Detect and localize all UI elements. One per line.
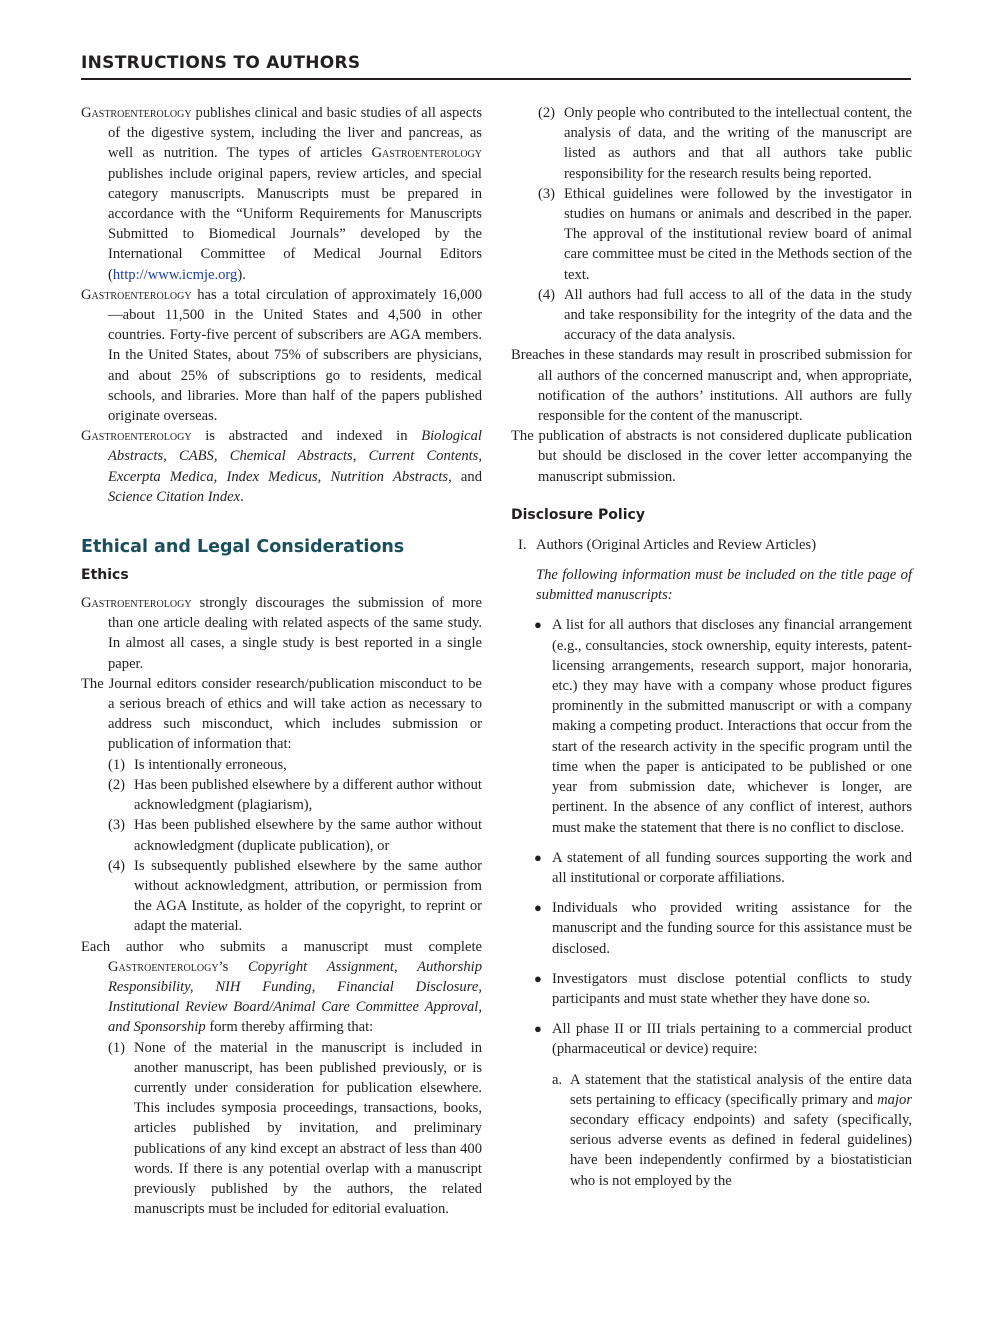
- list-item: (3) Ethical guidelines were followed by the investigator in studies on humans or animals and described in the paper. The approval of the institutional review board of animal care committee must be cited in the Methods section of the text.: [538, 185, 912, 283]
- journal-name: Gastroenterology: [81, 286, 192, 303]
- list-item: (3) Has been published elsewhere by the same author without acknowledgment (duplicate publication), or: [108, 817, 482, 854]
- journal-name: Gastroenterology: [81, 595, 192, 612]
- journal-name: Gastroenterology: [108, 958, 219, 975]
- bullet-icon: ●: [534, 900, 542, 916]
- subsection-heading-disclosure: Disclosure Policy: [511, 506, 645, 523]
- list-item: (2) Only people who contributed to the intellectual content, the analysis of data, and the writing of the manuscript are listed as authors and that all authors take public responsibility for the research results being reported.: [538, 105, 912, 182]
- bullet-item: ● A list for all authors that discloses any financial arrangement (e.g., consultancies, stock ownership, equity interests, patent-licensing arrangements, research support, major honoraria, etc.) they may have with a company whose product figures prominently in the submitted manuscript or with a company making a competing product. Interactions that occur from the start of the research activity in the specific program until the time when the paper is anticipated to be published or one year from submission date, whichever is longer, are pertinent. In the absence of any conflict of interest, authors must make the statement that there is no conflict to disclose.: [534, 617, 912, 836]
- page-header-title: INSTRUCTIONS TO AUTHORS: [81, 53, 361, 73]
- bullet-item: ● Investigators must disclose potential conflicts to study participants and must state whether they have done so.: [534, 970, 912, 1007]
- affirm-list: [511, 103, 912, 345]
- intro-paragraph-2: Gastroenterology has a total circulation of approximately 16,000—about 11,500 in the United States and 4,500 in other countries. Forty-five percent of subscribers are AGA members. In the United States, about 75% of subscribers are physicians, and about 25% of subscriptions go to residents, medical schools, and libraries. More than half of the papers published originate overseas.: [81, 286, 482, 425]
- journal-name: Gastroenterology: [81, 428, 192, 445]
- bullet-item: ● Individuals who provided writing assistance for the manuscript and the funding source for this assistance must be disclosed.: [534, 900, 912, 957]
- list-item: (1) None of the material in the manuscript is included in another manuscript, has been published previously, or is currently under consideration for publication elsewhere. This includes symposia proceedings, transactions, books, articles published by invitation, and preliminary publications of any kind except an abstract of less than 400 words. If there is any potential overlap with a manuscript previously published by the authors, the related manuscripts must be included for editorial evaluation.: [108, 1039, 482, 1218]
- intro-paragraph-3: Gastroenterology is abstracted and indexed in Biological Abstracts, CABS, Chemical Abstracts, Current Contents, Excerpta Medica, Index Medicus, Nutrition Abstracts, and Science Citation Index.: [81, 428, 482, 505]
- title-page-requirement-lead: The following information must be included on the title page of submitted manuscripts:: [536, 567, 912, 604]
- ethics-paragraph-2: The Journal editors consider research/publication misconduct to be a serious breach of ethics and will take action as necessary to address such misconduct, which includes submission or publication of information that:: [81, 675, 482, 753]
- bullet-item: ● All phase II or III trials pertaining to a commercial product (pharmaceutical or device) require:: [534, 1021, 912, 1058]
- section-heading-ethical-legal: Ethical and Legal Considerations: [81, 537, 405, 558]
- journal-name: Gastroenterology: [81, 105, 192, 121]
- journal-name: Gastroenterology: [371, 145, 482, 162]
- ethics-paragraph-1: Gastroenterology strongly discourages the submission of more than one article dealing with related aspects of the same study. In almost all cases, a single study is best reported in a single paper.: [81, 595, 482, 672]
- bullet-icon: ●: [534, 617, 542, 633]
- list-item: (2) Has been published elsewhere by a different author without acknowledgment (plagiarism),: [108, 776, 482, 814]
- header-rule: [81, 78, 911, 80]
- icmje-link[interactable]: http://www.icmje.org: [112, 266, 238, 283]
- abstracts-paragraph: The publication of abstracts is not considered duplicate publication but should be disclosed in the cover letter accompanying the manuscript submission.: [511, 428, 912, 485]
- list-item: (1) Is intentionally erroneous,: [108, 756, 287, 773]
- running-header: [81, 52, 911, 74]
- roman-list-item: I. Authors (Original Articles and Review Articles): [518, 536, 817, 553]
- right-column: [511, 103, 912, 1191]
- intro-paragraph-1: Gastroenterology publishes clinical and basic studies of all aspects of the digestive system, including the liver and pancreas, as well as nutrition. The types of articles Gastroenterology publishes include original papers, review articles, and special category manuscripts. Manuscripts must be prepared in accordance with the “Uniform Requirements for Manuscripts Submitted to Biomedical Journals” developed by the International Committee of Medical Journal Editors (http://www.icmje.org).: [81, 105, 482, 283]
- subsection-heading-ethics: Ethics: [81, 567, 129, 584]
- ethics-paragraph-3: Each author who submits a manuscript must complete Gastroenterology’s Copyright Assignment, Authorship Responsibility, NIH Funding, Financial Disclosure, Institutional Review Board/Animal Care Committee Approval, and Sponsorship form thereby affirming that:: [81, 938, 482, 1036]
- alpha-list-item: a. A statement that the statistical analysis of the entire data sets pertaining to efficacy (specifically primary and major secondary efficacy endpoints) and safety (specifically, serious adverse events as defined in federal guidelines) have been independently confirmed by a biostatistician who is not employed by the: [552, 1071, 912, 1189]
- misconduct-list: [81, 755, 482, 937]
- list-item: (4) Is subsequently published elsewhere by the same author without acknowledgment, attribution, or permission from the AGA Institute, as holder of the copyright, to reprint or adapt the material.: [108, 857, 482, 935]
- left-column: [81, 103, 482, 1219]
- bullet-icon: ●: [534, 970, 542, 986]
- breaches-paragraph: Breaches in these standards may result in proscribed submission for all authors of the concerned manuscript and, when appropriate, notification of the authors’ institutions. All authors are fully responsible for the content of the manuscript.: [511, 347, 912, 425]
- bullet-icon: ●: [534, 849, 542, 865]
- bullet-icon: ●: [534, 1021, 542, 1037]
- bullet-item: ● A statement of all funding sources supporting the work and all institutional or corporate affiliations.: [534, 849, 912, 886]
- list-item: (4) All authors had full access to all of the data in the study and take responsibility for the integrity of the data and the accuracy of the data analysis.: [538, 286, 912, 344]
